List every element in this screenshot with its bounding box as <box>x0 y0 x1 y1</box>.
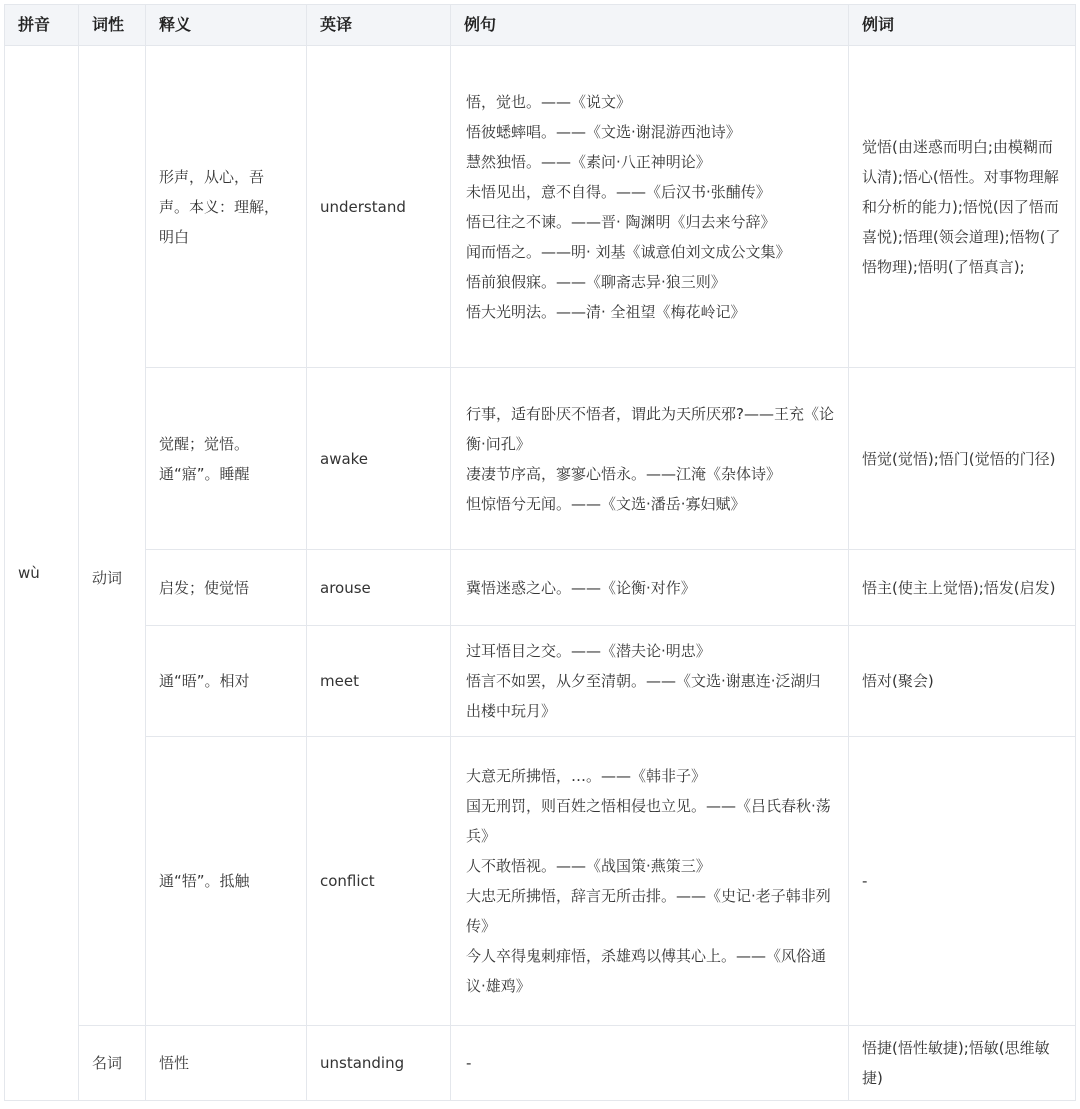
example-line: 大意无所拂悟，…。——《韩非子》 <box>466 767 707 785</box>
examples-cell <box>451 737 849 1026</box>
words-cell: 悟捷(悟性敏捷);悟敏(思维敏捷) <box>849 1026 1076 1101</box>
pos-verb-cell: 动词 <box>79 46 146 1026</box>
table-row <box>5 550 1076 626</box>
english-cell: awake <box>307 368 451 550</box>
header-pos: 词性 <box>79 5 146 46</box>
example-line: 国无刑罚，则百姓之悟相侵也立见。——《吕氏春秋·荡兵》 <box>466 797 831 845</box>
examples-cell <box>451 368 849 550</box>
example-line: 悟前狼假寐。——《聊斋志异·狼三则》 <box>466 272 726 291</box>
example-line: 闻而悟之。——明· 刘基《诚意伯刘文成公文集》 <box>466 242 791 261</box>
english-cell: understand <box>307 46 451 368</box>
example-line: 今人卒得鬼刺痱悟，杀雄鸡以傅其心上。——《风俗通议·雄鸡》 <box>466 947 827 995</box>
definition-cell: 启发；使觉悟 <box>146 550 307 626</box>
example-line: 过耳悟目之交。——《潜夫论·明忠》 <box>466 642 711 660</box>
words-cell: 觉悟(由迷惑而明白;由模糊而认清);悟心(悟性。对事物理解和分析的能力);悟悦(因了悟而喜悦);悟理(领会道理);悟物(了悟物理);悟明(了悟真言); <box>849 46 1076 368</box>
header-definition: 释义 <box>146 5 307 46</box>
header-examples: 例句 <box>451 5 849 46</box>
pinyin-cell: wù <box>5 46 79 1101</box>
dictionary-table <box>4 4 1076 1101</box>
definition-cell: 通“牾”。抵触 <box>146 737 307 1026</box>
definition-cell: 通“晤”。相对 <box>146 626 307 737</box>
english-cell: arouse <box>307 550 451 626</box>
table-row <box>5 1026 1076 1101</box>
examples-cell <box>451 46 849 368</box>
example-line: - <box>466 1054 472 1072</box>
header-row <box>5 5 1076 46</box>
words-cell: 悟对(聚会) <box>849 626 1076 737</box>
words-cell: 悟觉(觉悟);悟门(觉悟的门径) <box>849 368 1076 550</box>
definition-cell: 觉醒；觉悟。通“寤”。睡醒 <box>146 368 307 550</box>
table-row <box>5 626 1076 737</box>
header-words: 例词 <box>849 5 1076 46</box>
table-row <box>5 368 1076 550</box>
example-line: 悟彼蟋蟀唱。——《文选·谢混游西池诗》 <box>466 122 741 141</box>
example-line: 大忠无所拂悟，辞言无所击排。——《史记·老子韩非列传》 <box>466 887 831 935</box>
example-line: 悟，觉也。——《说文》 <box>466 92 632 111</box>
example-line: 怛惊悟兮无闻。——《文选·潘岳·寡妇赋》 <box>466 494 746 513</box>
pos-noun-cell: 名词 <box>79 1026 146 1101</box>
example-line: 慧然独悟。——《素问·八正神明论》 <box>466 152 711 171</box>
example-line: 人不敢悟视。——《战国策·燕策三》 <box>466 857 711 875</box>
examples-cell <box>451 550 849 626</box>
table-row <box>5 46 1076 368</box>
example-line: 悟已往之不谏。——晋· 陶渊明《归去来兮辞》 <box>466 212 776 231</box>
examples-cell <box>451 626 849 737</box>
english-cell: unstanding <box>307 1026 451 1101</box>
example-line: 未悟见出，意不自得。——《后汉书·张酺传》 <box>466 182 771 201</box>
definition-cell: 悟性 <box>146 1026 307 1101</box>
english-cell: meet <box>307 626 451 737</box>
example-line: 悟言不如罢，从夕至清朝。——《文选·谢惠连·泛湖归出楼中玩月》 <box>466 672 821 720</box>
definition-cell: 形声，从心，吾声。本义：理解，明白 <box>146 46 307 368</box>
table-row <box>5 737 1076 1026</box>
example-line: 行事，适有卧厌不悟者，谓此为天所厌邪?——王充《论衡·问孔》 <box>466 404 834 453</box>
example-line: 冀悟迷惑之心。——《论衡·对作》 <box>466 578 696 597</box>
words-cell: - <box>849 737 1076 1026</box>
example-line: 凄凄节序高，寥寥心悟永。——江淹《杂体诗》 <box>466 464 782 483</box>
header-english: 英译 <box>307 5 451 46</box>
example-line: 悟大光明法。——清· 全祖望《梅花岭记》 <box>466 302 746 321</box>
words-cell: 悟主(使主上觉悟);悟发(启发) <box>849 550 1076 626</box>
header-pinyin: 拼音 <box>5 5 79 46</box>
examples-cell <box>451 1026 849 1101</box>
english-cell: conflict <box>307 737 451 1026</box>
